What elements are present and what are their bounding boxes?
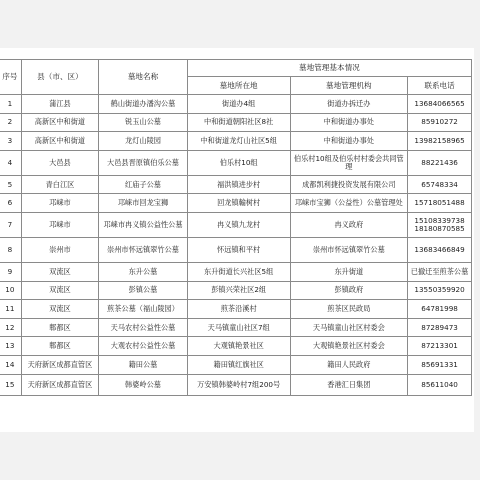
cell-location: 籍田镇红旗社区 — [187, 355, 290, 374]
cell-location: 怀远镇和平村 — [187, 237, 290, 262]
cell-county: 青白江区 — [21, 175, 98, 194]
cell-agency: 煎茶区民政局 — [290, 300, 408, 319]
cell-name: 鹤山街道办潘沟公墓 — [99, 95, 188, 114]
cell-phone: 85691331 — [408, 355, 472, 374]
cell-name: 龙灯山陵园 — [99, 132, 188, 151]
cell-name: 锐玉山公墓 — [99, 113, 188, 132]
table-body — [0, 95, 472, 396]
cell-name: 大邑县晋原镇伯乐公墓 — [99, 150, 188, 175]
header-agency: 墓地管理机构 — [290, 77, 408, 95]
cell-county: 天府新区成都直管区 — [21, 355, 98, 374]
cell-phone: 64781998 — [408, 300, 472, 319]
cell-county: 双流区 — [21, 281, 98, 300]
header-phone: 联系电话 — [408, 77, 472, 95]
cell-phone: 65748334 — [408, 175, 472, 194]
cell-name: 煎茶公墓（福山陵园） — [99, 300, 188, 319]
cell-seq: 15 — [0, 374, 21, 395]
cell-seq: 1 — [0, 95, 21, 114]
cell-location: 伯乐村10组 — [187, 150, 290, 175]
cell-location: 东升街道长兴社区5组 — [187, 262, 290, 281]
cell-agency: 天马镇童山社区村委会 — [290, 318, 408, 337]
cell-phone: 15108339738 18180870585 — [408, 212, 472, 237]
cell-county: 双流区 — [21, 262, 98, 281]
cell-location: 大观镇艳景社区 — [187, 337, 290, 356]
header-group: 墓地管理基本情况 — [187, 60, 471, 77]
cell-agency: 成都凯利捷投资发展有限公司 — [290, 175, 408, 194]
cell-location: 中和街道龙灯山社区5组 — [187, 132, 290, 151]
cell-agency: 邛崃市宝狮（公益性）公墓管理处 — [290, 194, 408, 213]
table-row — [0, 318, 472, 337]
cemetery-table — [0, 59, 472, 396]
cell-seq: 11 — [0, 300, 21, 319]
cell-phone: 87213301 — [408, 337, 472, 356]
cell-phone: 13982158965 — [408, 132, 472, 151]
table-row — [0, 262, 472, 281]
cell-name: 韩婆岭公墓 — [99, 374, 188, 395]
cell-seq: 9 — [0, 262, 21, 281]
cell-location: 回龙镇輸树村 — [187, 194, 290, 213]
cell-location: 万安镇韩婆岭村7组200号 — [187, 374, 290, 395]
table-row — [0, 355, 472, 374]
table-row — [0, 132, 472, 151]
cell-phone: 已撤迁至煎茶公墓 — [408, 262, 472, 281]
table-row — [0, 337, 472, 356]
cell-agency: 香港汇日集团 — [290, 374, 408, 395]
cell-agency: 中和街道办事处 — [290, 132, 408, 151]
header-location: 墓地所在地 — [187, 77, 290, 95]
cell-location: 冉义镇九龙村 — [187, 212, 290, 237]
table-row — [0, 374, 472, 395]
cell-county: 高新区中和街道 — [21, 132, 98, 151]
cell-location: 煎茶沿溪村 — [187, 300, 290, 319]
table-row — [0, 95, 472, 114]
header-county: 县（市、区） — [21, 60, 98, 95]
cell-county: 邛崃市 — [21, 194, 98, 213]
cell-name: 籍田公墓 — [99, 355, 188, 374]
cell-seq: 14 — [0, 355, 21, 374]
cell-county: 大邑县 — [21, 150, 98, 175]
table-row — [0, 237, 472, 262]
cell-phone: 85910272 — [408, 113, 472, 132]
cell-name: 邛崃市冉义镇公益性公墓 — [99, 212, 188, 237]
cell-seq: 10 — [0, 281, 21, 300]
cell-county: 郫都区 — [21, 318, 98, 337]
cell-location: 福洪镇进步村 — [187, 175, 290, 194]
cell-name: 天马农村公益性公墓 — [99, 318, 188, 337]
cell-phone: 85611040 — [408, 374, 472, 395]
cell-seq: 3 — [0, 132, 21, 151]
cell-county: 蒲江县 — [21, 95, 98, 114]
cell-county: 高新区中和街道 — [21, 113, 98, 132]
cell-location: 中和街道朝阳社区8社 — [187, 113, 290, 132]
cell-county: 郫都区 — [21, 337, 98, 356]
table-row — [0, 150, 472, 175]
cell-agency: 街道办拆迁办 — [290, 95, 408, 114]
cell-seq: 13 — [0, 337, 21, 356]
cell-agency: 中和街道办事处 — [290, 113, 408, 132]
cell-phone: 13684066565 — [408, 95, 472, 114]
cell-seq: 5 — [0, 175, 21, 194]
cell-county: 邛崃市 — [21, 212, 98, 237]
cell-name: 东升公墓 — [99, 262, 188, 281]
cell-phone: 13550359920 — [408, 281, 472, 300]
cell-agency: 籍田人民政府 — [290, 355, 408, 374]
cell-agency: 冉义政府 — [290, 212, 408, 237]
table-row — [0, 113, 472, 132]
cell-name: 邛崃市回龙宝狮 — [99, 194, 188, 213]
header-name: 墓地名称 — [99, 60, 188, 95]
table-row — [0, 194, 472, 213]
cell-seq: 4 — [0, 150, 21, 175]
cell-agency: 东升街道 — [290, 262, 408, 281]
cell-phone: 13683466849 — [408, 237, 472, 262]
document-page — [0, 48, 474, 432]
table-row — [0, 212, 472, 237]
cell-agency: 彭镇政府 — [290, 281, 408, 300]
table-row — [0, 281, 472, 300]
cell-county: 崇州市 — [21, 237, 98, 262]
cell-location: 天马镇童山社区7组 — [187, 318, 290, 337]
cell-agency: 伯乐村10组及伯乐村村委会共同管理 — [290, 150, 408, 175]
header-seq: 序号 — [0, 60, 21, 95]
cell-phone: 15718051488 — [408, 194, 472, 213]
cell-location: 彭镇兴荣社区2组 — [187, 281, 290, 300]
cell-phone: 88221436 — [408, 150, 472, 175]
cell-name: 彭镇公墓 — [99, 281, 188, 300]
table-row — [0, 175, 472, 194]
cell-name: 红庙子公墓 — [99, 175, 188, 194]
cell-county: 双流区 — [21, 300, 98, 319]
cell-county: 天府新区成都直管区 — [21, 374, 98, 395]
table-row — [0, 300, 472, 319]
cell-location: 街道办4组 — [187, 95, 290, 114]
cell-name: 崇州市怀远镇翠竹公墓 — [99, 237, 188, 262]
cell-seq: 12 — [0, 318, 21, 337]
cell-seq: 2 — [0, 113, 21, 132]
cell-name: 大观农村公益性公墓 — [99, 337, 188, 356]
cell-seq: 8 — [0, 237, 21, 262]
cell-agency: 大观镇艳景社区村委会 — [290, 337, 408, 356]
cell-phone: 87289473 — [408, 318, 472, 337]
cell-agency: 崇州市怀远镇翠竹公墓 — [290, 237, 408, 262]
cell-seq: 7 — [0, 212, 21, 237]
cell-seq: 6 — [0, 194, 21, 213]
